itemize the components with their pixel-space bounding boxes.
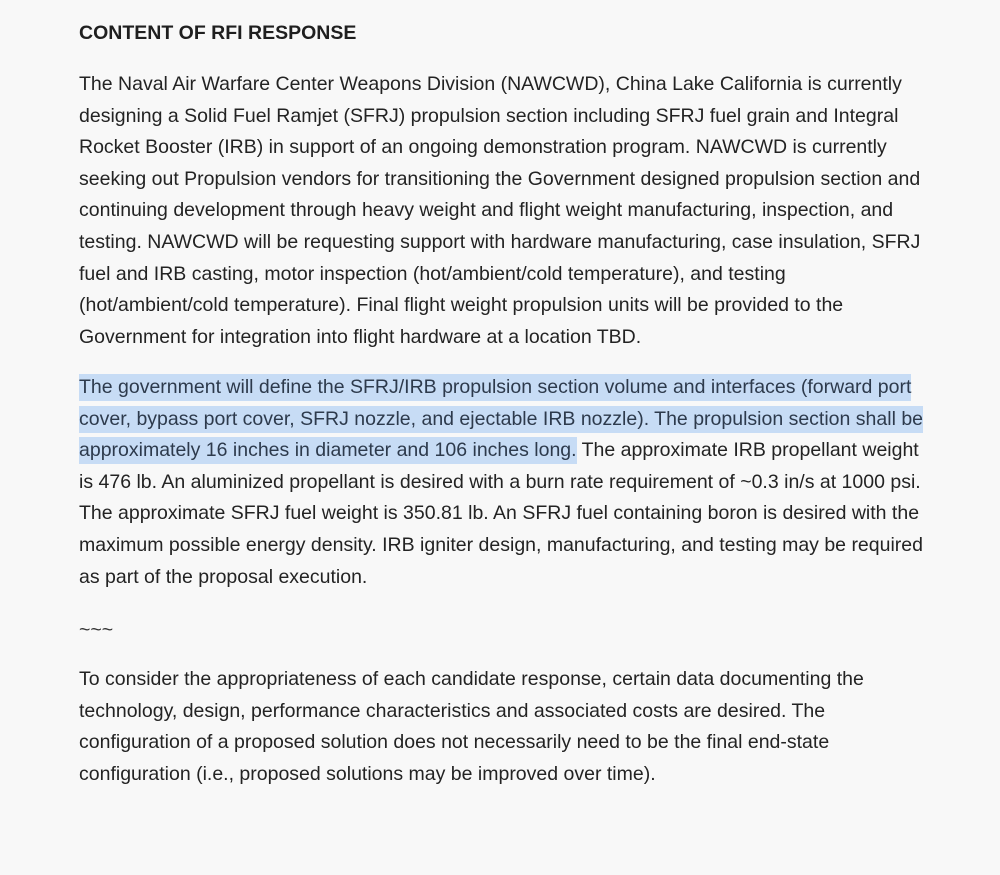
- paragraph-propulsion-specs: [79, 372, 924, 593]
- paragraph-response-criteria: To consider the appropriateness of each candidate response, certain data documenting the technology, design, performance characteristics and associated costs are desired. The configuration of a proposed solution does not necessarily need to be the final end-state configuration (i.e., proposed solutions may be improved over time).: [79, 668, 864, 785]
- paragraph-program-overview: The Naval Air Warfare Center Weapons Division (NAWCWD), China Lake California is currently designing a Solid Fuel Ramjet (SFRJ) propulsion section including SFRJ fuel grain and Integral Rocket Booster (IRB) in support of an ongoing demonstration program. NAWCWD is currently seeking out Propulsion vendors for transitioning the Government designed propulsion section and continuing development through heavy weight and flight weight manufacturing, inspection, and testing. NAWCWD will be requesting support with hardware manufacturing, case insulation, SFRJ fuel and IRB casting, motor inspection (hot/ambient/cold temperature), and testing (hot/ambient/cold temperature). Final flight weight propulsion units will be provided to the Government for integration into flight hardware at a location TBD.: [79, 73, 921, 348]
- section-heading: CONTENT OF RFI RESPONSE: [79, 22, 357, 44]
- section-separator: ~~~: [79, 619, 114, 641]
- paragraph-propulsion-specs-rest: The approximate IRB propellant weight is 476 lb. An aluminized propellant is desired with a burn rate requirement of ~0.3 in/s at 1000 psi. The approximate SFRJ fuel weight is 350.81 lb. An SFRJ fuel containing boron is desired with the maximum possible energy density. IRB igniter design, manufacturing, and testing may be required as part of the proposal execution.: [79, 439, 923, 588]
- selected-text-highlight[interactable]: The government will define the SFRJ/IRB propulsion section volume and interfaces (forward port cover, bypass port cover, SFRJ nozzle, and ejectable IRB nozzle). The propulsion section shall be approximately 16 inches in diameter and 106 inches long.: [79, 374, 923, 464]
